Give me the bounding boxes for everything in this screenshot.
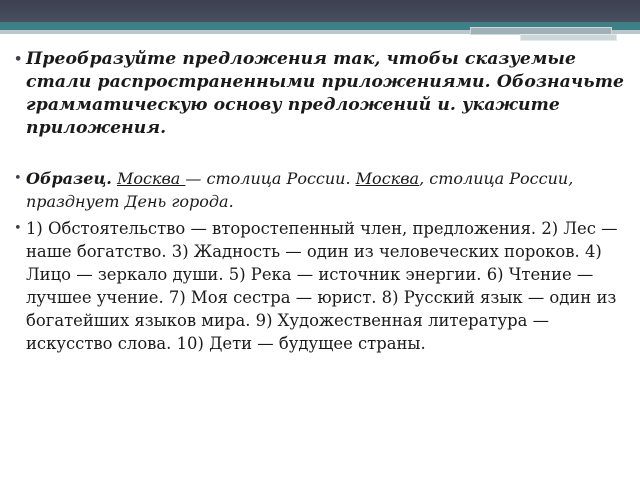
sentences-item	[14, 217, 634, 355]
decor-bar-2	[520, 34, 617, 41]
bullet-list	[14, 48, 634, 355]
sentences-text: 1) Обстоятельство — второстепенный член, предложения. 2) Лес — наше богатство. 3) Жадность — один из человеческих пороков. 4) Лицо — зеркало души. 5) Река — источник энергии. 6) Чтение — лучшее учение. 7) Моя сестра — юрист. 8) Русский язык — один из богатейших языков мира. 9) Художественная литература — искусство слова. 10) Дети — будущее страны.	[26, 219, 618, 353]
example-part-2: , столица России, празднует День города.	[26, 169, 574, 211]
bullet-icon: •	[14, 171, 22, 186]
task-instruction	[14, 48, 634, 140]
slide-content	[14, 48, 634, 355]
bullet-icon: •	[14, 52, 23, 67]
bullet-icon: •	[14, 221, 22, 236]
example-part-1: — столица России.	[185, 169, 351, 188]
task-text: Преобразуйте предложения так, чтобы сказуемые стали распространенными приложениями. Обозначьте грамматическую основу предложений и. укажите приложения.	[26, 49, 625, 138]
example-item	[14, 167, 634, 213]
example-word-1: Москва	[116, 169, 186, 188]
example-label: Образец.	[26, 169, 112, 188]
header-band-dark	[0, 0, 640, 22]
example-word-2: Москва	[355, 169, 420, 188]
header-decoration	[0, 22, 640, 42]
